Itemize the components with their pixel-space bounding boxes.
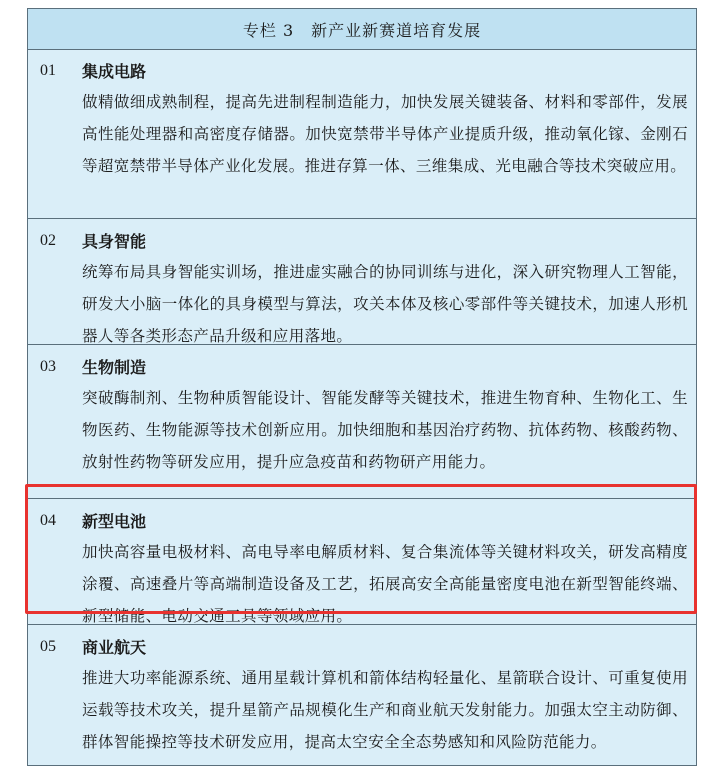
section-number: 04: [40, 511, 56, 529]
section-body: 突破酶制剂、生物种质智能设计、智能发酵等关键技术，推进生物育种、生物化工、生物医药、生物能源等技术创新应用。加快细胞和基因治疗药物、抗体药物、核酸药物、放射性药物等研发应用，提升应急疫苗和药物研产用能力。: [82, 389, 688, 471]
section-title: 新型电池: [82, 512, 147, 531]
section-new-batteries: [28, 499, 696, 625]
section-heading: [40, 229, 146, 252]
feature-box: [27, 8, 697, 766]
section-body: 加快高容量电极材料、高电导率电解质材料、复合集流体等关键材料攻关，研发高精度涂覆、高速叠片等高端制造设备及工艺，拓展高安全高能量密度电池在新型智能终端、新型储能、电动交通工具等领域应用。: [82, 543, 688, 625]
section-title: 生物制造: [82, 358, 147, 377]
section-body: 做精做细成熟制程，提高先进制程制造能力，加快发展关键装备、材料和零部件，发展高性能处理器和高密度存储器。加快宽禁带半导体产业提质升级，推动氧化镓、金刚石等超宽禁带半导体产业化发展。推进存算一体、三维集成、光电融合等技术突破应用。: [82, 93, 688, 175]
section-integrated-circuits: [28, 49, 696, 219]
section-title: 具身智能: [82, 232, 147, 251]
box-title: 专栏 3 新产业新赛道培育发展: [28, 9, 696, 50]
section-heading: [40, 509, 146, 532]
section-number: 05: [40, 637, 56, 655]
section-heading: [40, 355, 146, 378]
section-number: 02: [40, 231, 56, 249]
section-title: 商业航天: [82, 638, 147, 657]
section-embodied-intelligence: [28, 219, 696, 345]
section-heading: [40, 59, 146, 82]
section-bio-manufacturing: [28, 345, 696, 499]
section-commercial-space: [28, 625, 696, 767]
section-title: 集成电路: [82, 62, 147, 81]
section-number: 03: [40, 357, 56, 375]
section-body: 统筹布局具身智能实训场，推进虚实融合的协同训练与进化，深入研究物理人工智能，研发大小脑一体化的具身模型与算法，攻关本体及核心零部件等关键技术，加速人形机器人等各类形态产品升级和应用落地。: [82, 263, 688, 345]
section-number: 01: [40, 61, 56, 79]
section-heading: [40, 635, 146, 658]
section-body: 推进大功率能源系统、通用星载计算机和箭体结构轻量化、星箭联合设计、可重复使用运载等技术攻关，提升星箭产品规模化生产和商业航天发射能力。加强太空主动防御、群体智能操控等技术研发应用，提高太空安全全态势感知和风险防范能力。: [82, 669, 688, 751]
